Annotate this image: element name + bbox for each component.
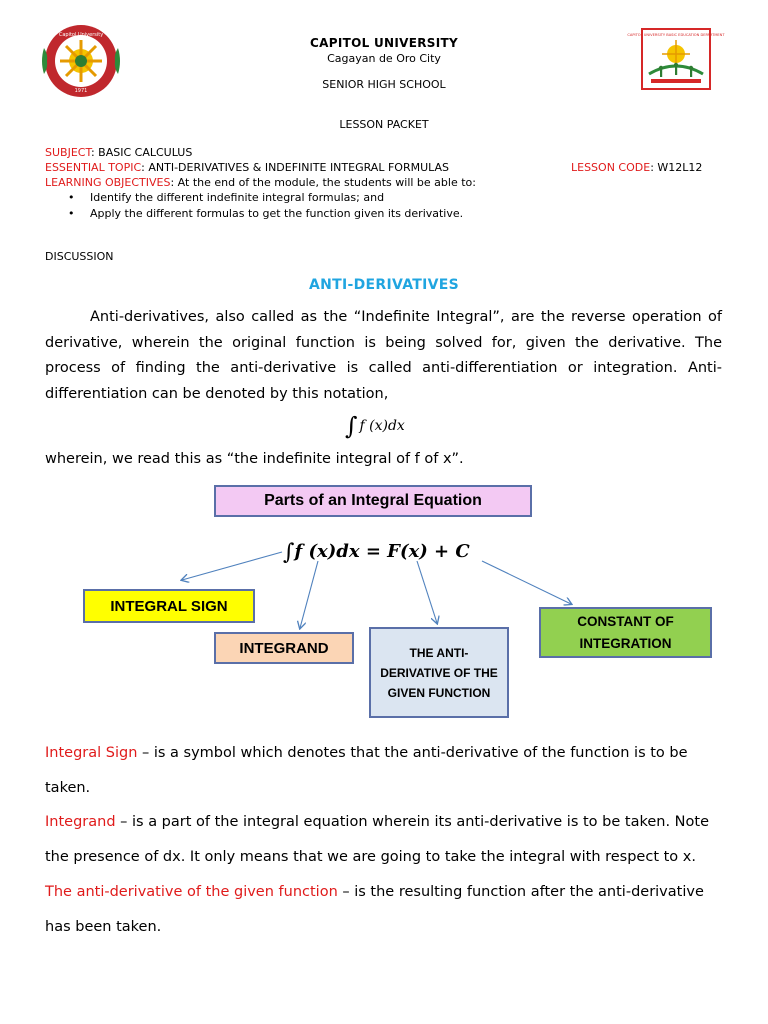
equation-text: f (x)dx = F(x) + C: [294, 541, 470, 562]
anti-derivative-box: THE ANTI-DERIVATIVE OF THE GIVEN FUNCTION: [369, 627, 509, 718]
svg-text:CAPITOL UNIVERSITY BASIC EDUCA: CAPITOL UNIVERSITY BASIC EDUCATION DEPARTMENT: [627, 33, 725, 37]
definition-text: – is a symbol which denotes that the anti-derivative of the function is to be taken.: [45, 745, 688, 796]
definition-text: – is a part of the integral equation wherein its anti-derivative is to be taken. Note the presence of dx. It only means that we are going to take the integral with respect to x.: [45, 814, 709, 866]
city-name: Cagayan de Oro City: [327, 52, 441, 65]
definition-term: Integral Sign: [45, 745, 138, 761]
integral-notation: [345, 412, 405, 440]
arrow-to-anti-derivative: [417, 561, 437, 623]
subject-line: [45, 145, 192, 161]
notation-expression: f (x)dx: [359, 418, 405, 434]
definition-text: – is the resulting function after the anti-derivative has been taken.: [45, 883, 704, 935]
list-item: • Identify the different indefinite integral formulas; and: [68, 190, 463, 206]
definitions: [45, 736, 725, 944]
definition-term: The anti-derivative of the given function: [45, 883, 338, 900]
subject-value: : BASIC CALCULUS: [90, 146, 193, 159]
arrow-to-integrand: [300, 561, 318, 628]
definition-integral-sign: [45, 736, 725, 805]
equation-integral-sign: ∫: [283, 540, 295, 565]
objectives-line: [45, 175, 476, 191]
integrand-box: INTEGRAND: [214, 632, 354, 664]
school-name: SENIOR HIGH SCHOOL: [322, 78, 446, 91]
lesson-code-value: : W12L12: [650, 161, 703, 174]
objectives-label: LEARNING OBJECTIVES: [45, 176, 171, 189]
objectives-list: [68, 190, 463, 222]
lesson-code: [571, 160, 702, 176]
university-name: CAPITOL UNIVERSITY: [310, 36, 458, 50]
integral-equation: [283, 540, 470, 565]
document-type: LESSON PACKET: [339, 118, 429, 131]
topic-line: [45, 160, 449, 176]
objectives-value: : At the end of the module, the students will be able to:: [170, 176, 476, 189]
arrow-to-constant: [482, 561, 571, 604]
arrow-to-integral-sign: [182, 552, 282, 580]
integral-sign-glyph: ∫: [345, 412, 358, 440]
subject-label: SUBJECT: [45, 146, 91, 159]
definition-integrand: [45, 805, 725, 874]
svg-text:1971: 1971: [74, 88, 88, 94]
lesson-code-label: LESSON CODE: [571, 161, 651, 174]
intro-paragraph: Anti-derivatives, also called as the “Indefinite Integral”, are the reverse operation of derivative, wherein the original function is being solved for, given the derivative. The process of finding the anti-derivative is called anti-differentiation or integration. Anti-differentiation can be denoted by this notation,: [45, 309, 722, 402]
discussion-label: DISCUSSION: [45, 250, 114, 263]
definition-term: Integrand: [45, 814, 116, 831]
definition-anti-derivative: [45, 875, 725, 944]
list-item: • Apply the different formulas to get the function given its derivative.: [68, 206, 463, 222]
constant-of-integration-box: CONSTANT OF INTEGRATION: [539, 607, 712, 658]
svg-text:Capitol University: Capitol University: [58, 32, 104, 38]
topic-label: ESSENTIAL TOPIC: [45, 161, 142, 174]
reading-sentence: wherein, we read this as “the indefinite integral of f of x”.: [45, 451, 464, 467]
integral-sign-box: INTEGRAL SIGN: [83, 589, 255, 623]
section-title: ANTI-DERIVATIVES: [309, 277, 459, 293]
topic-value: : ANTI-DERIVATIVES & INDEFINITE INTEGRAL FORMULAS: [141, 161, 450, 174]
diagram-title-box: Parts of an Integral Equation: [214, 485, 532, 517]
